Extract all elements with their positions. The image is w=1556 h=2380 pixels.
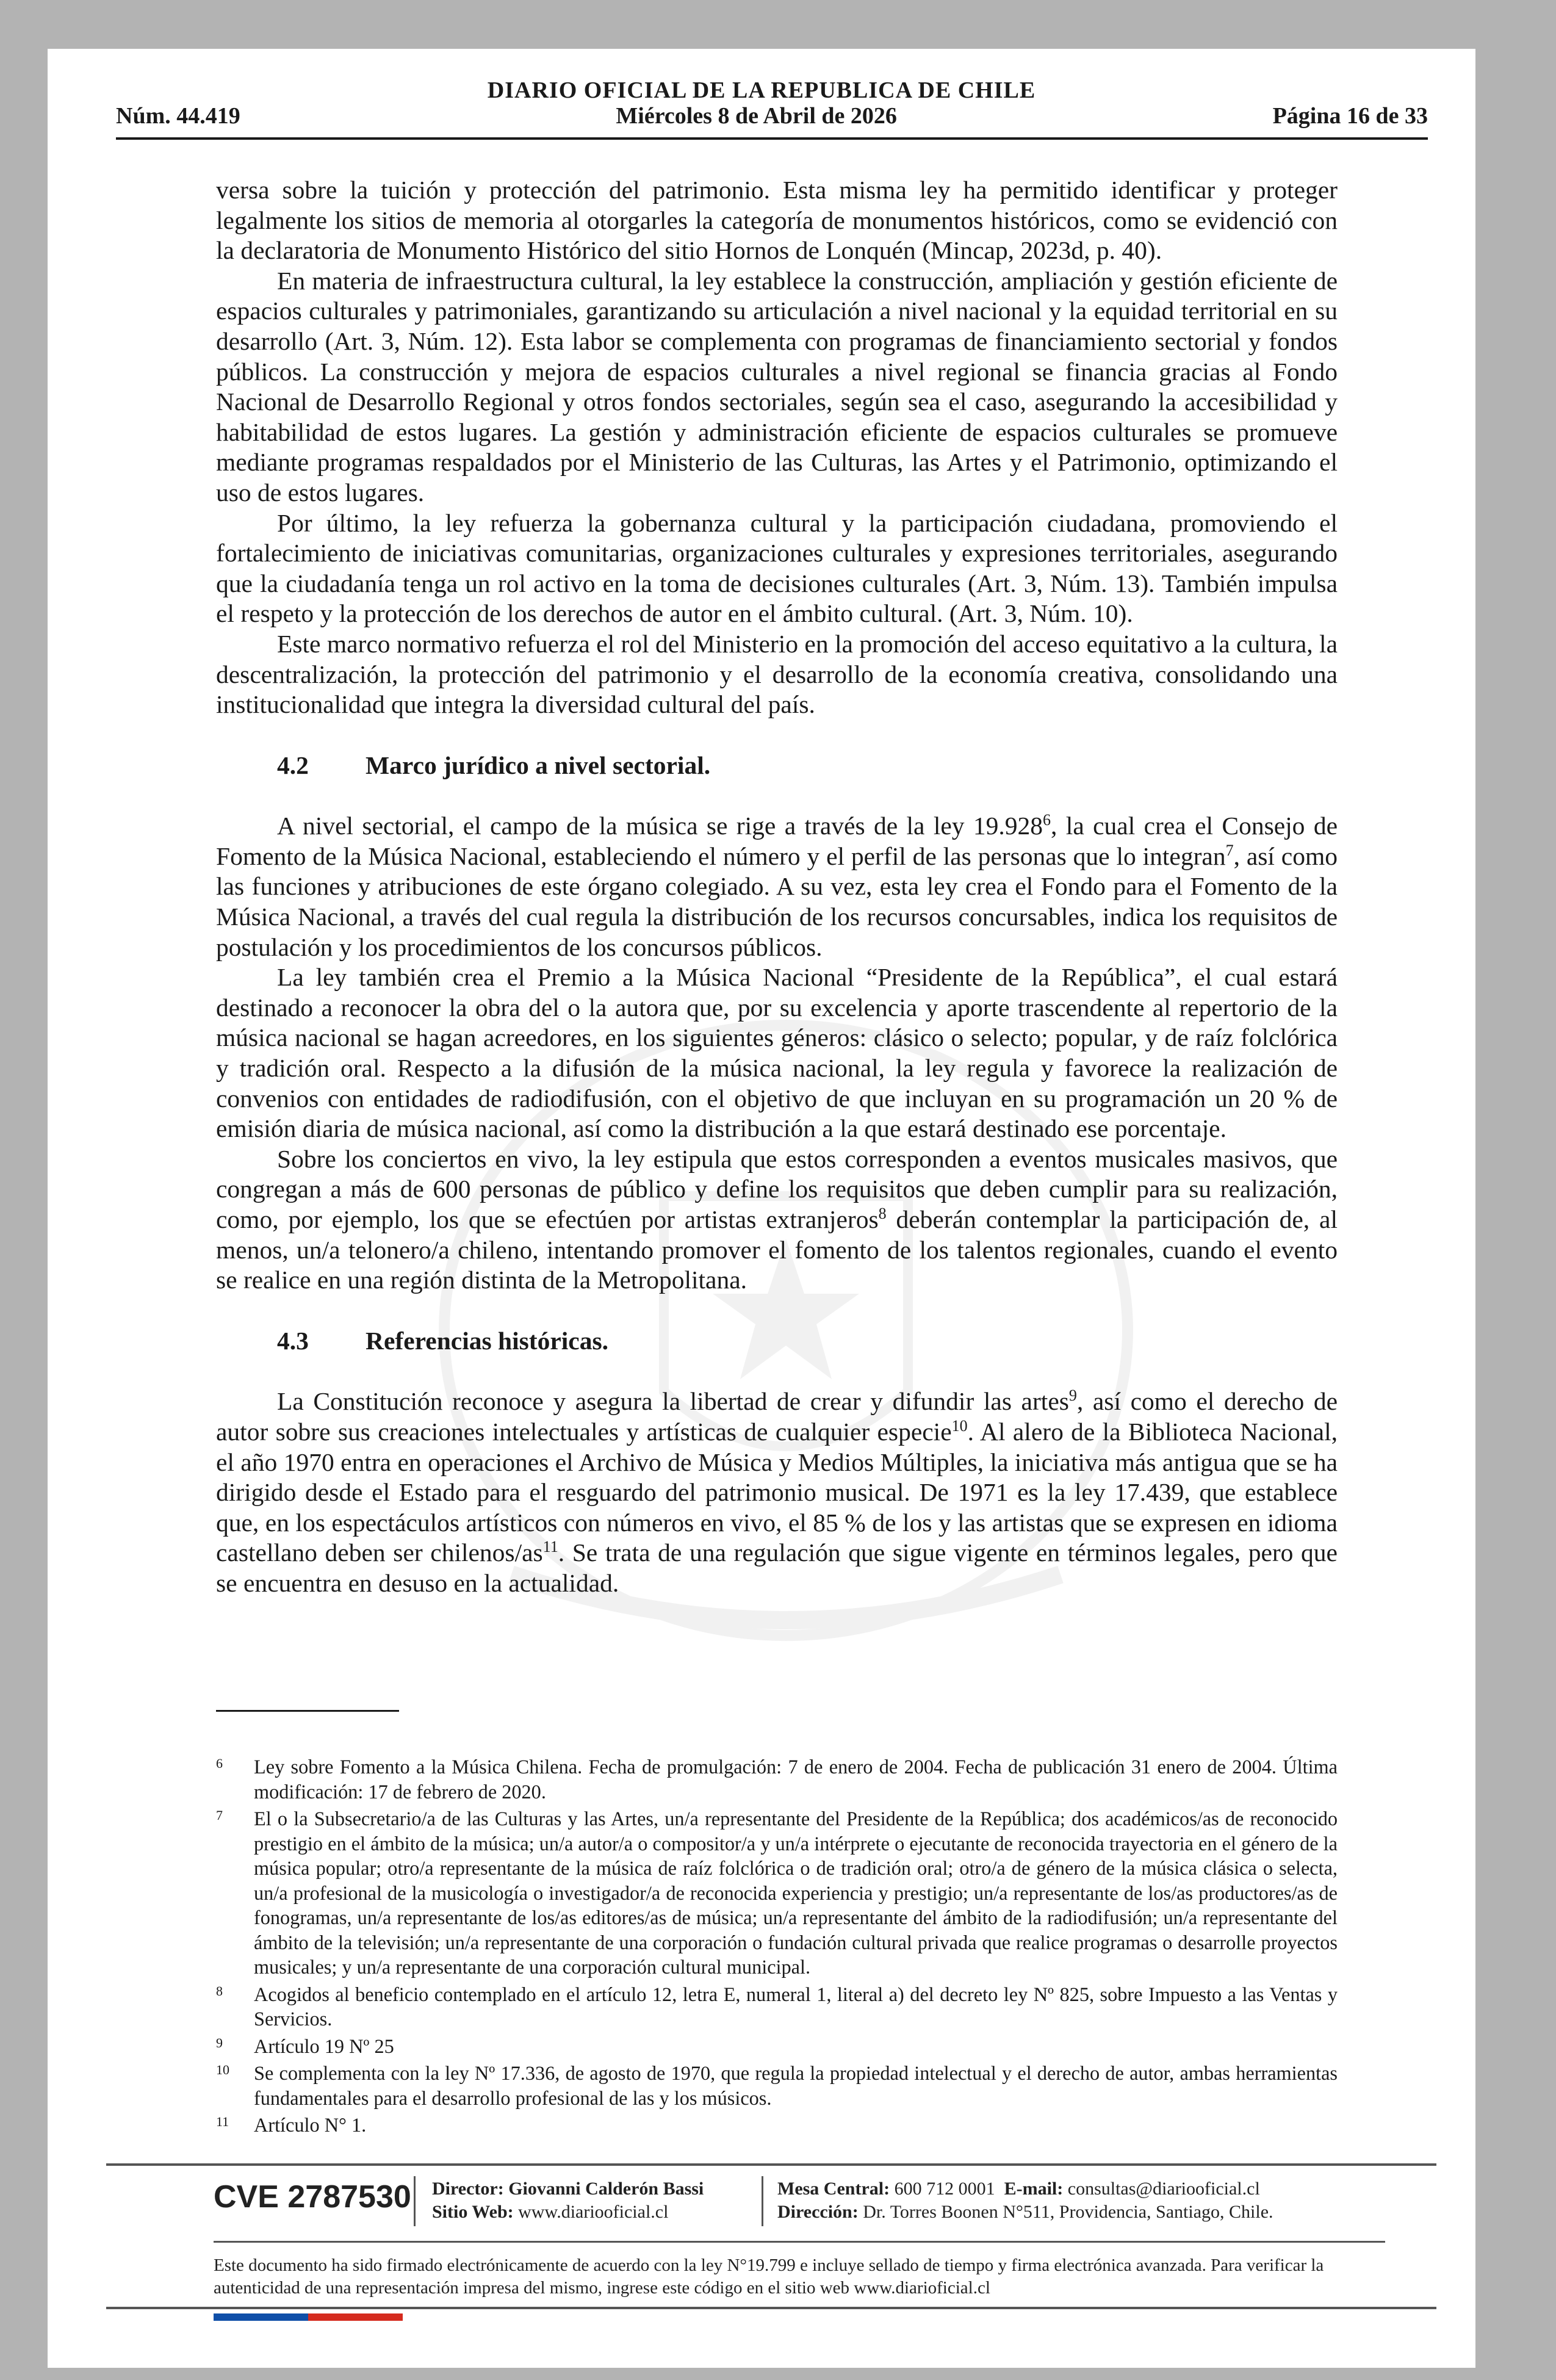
footer-director-block <box>432 2177 704 2224</box>
footnote-ref[interactable]: 11 <box>542 1538 558 1556</box>
email-label: E-mail: <box>1004 2179 1064 2199</box>
footnote-number: 9 <box>216 2035 223 2050</box>
footnote <box>216 1754 1338 1804</box>
footer-divider-middle <box>214 2241 1385 2243</box>
footnote-number: 8 <box>216 1983 223 1999</box>
cve-code: CVE 2787530 <box>214 2179 411 2215</box>
mesa-phone: 600 712 0001 <box>894 2179 995 2199</box>
footnote-ref[interactable]: 8 <box>878 1205 887 1222</box>
paragraph: A nivel sectorial, el campo de la música se rige a través de la ley 19.928$^6$, la cual crea el Consejo de Fomento de la Música Nacional, estableciendo el número y el perfil de las personas que lo integran$^7$, así como las funciones y atribuciones de este órgano colegiado. A su vez, esta ley crea el Fondo para el Fomento de la Música Nacional, a través del cual regula la distribución de los recursos concursables, indica los requisitos de postulación y los procedimientos de los concursos públicos. <box>216 811 1338 961</box>
footnote-text: Acogidos al beneficio contemplado en el artículo 12, letra E, numeral 1, literal a) del decreto ley Nº 825, sobre Impuesto a las Ventas y Servicios. <box>254 1983 1338 2030</box>
paragraph: Este marco normativo refuerza el rol del Ministerio en la promoción del acceso equitativo a la cultura, la descentralización, la protección del patrimonio y el desarrollo de la economía creativa, consolidando una institucionalidad que integra la diversidad cultural del país. <box>216 629 1338 719</box>
footnote-text: Artículo N° 1. <box>254 2114 367 2136</box>
header-divider <box>116 137 1428 140</box>
section-title: Marco jurídico a nivel sectorial. <box>366 751 711 779</box>
footnote <box>216 2034 1338 2059</box>
header-row <box>116 103 1428 129</box>
footnote-number: 11 <box>216 2114 229 2129</box>
footnote-number: 10 <box>216 2062 229 2077</box>
flag-stripe-red <box>308 2313 403 2321</box>
website-label: Sitio Web: <box>432 2202 514 2222</box>
footnote-text: Artículo 19 Nº 25 <box>254 2035 394 2057</box>
section-heading-4-3 <box>216 1326 1338 1357</box>
footnotes <box>216 1754 1338 2140</box>
footer-contact-block <box>777 2177 1273 2224</box>
email-link[interactable]: consultas@diariooficial.cl <box>1067 2179 1260 2199</box>
issue-number: Núm. 44.419 <box>116 103 240 129</box>
section-number: 4.3 <box>277 1326 309 1355</box>
paragraph: La Constitución reconoce y asegura la libertad de crear y difundir las artes$^9$, así como el derecho de autor sobre sus creaciones intelectuales y artísticas de cualquier especie$^{10}$. Al alero de la Biblioteca Nacional, el año 1970 entra en operaciones el Archivo de Música y Medios Múltiples, la iniciativa más antigua que se ha dirigido desde el Estado para el resguardo del patrimonio musical. De 1971 es la ley 17.439, que establece que, en los espectáculos artísticos con números en vivo, el 85 % de los y las artistas que se expresen en idioma castellano deben ser chilenos/$as^{11}$. Se trata de una regulación que sigue vigente en términos legales, pero que se encuentra en desuso en la actualidad. <box>216 1387 1338 1597</box>
footnote-ref[interactable]: 10 <box>951 1416 968 1435</box>
document-page <box>48 49 1475 2368</box>
mesa-label: Mesa Central: <box>777 2179 890 2199</box>
footnote <box>216 2113 1338 2138</box>
footnote-number: 7 <box>216 1808 223 1823</box>
footnote <box>216 2061 1338 2110</box>
section-heading-4-2 <box>216 751 1338 781</box>
footnote-divider <box>216 1710 399 1712</box>
address-value: Dr. Torres Boonen N°511, Providencia, Santiago, Chile. <box>863 2202 1273 2222</box>
paragraph: La ley también crea el Premio a la Música Nacional “Presidente de la República”, el cual estará destinado a reconocer la obra del o la autora que, por su excelencia y aporte trascendente al repertorio de la música nacional se hagan acreedores, en los siguientes géneros: clásico o selecto; popular, y de raíz folclórica y tradición oral. Respecto a la difusión de la música nacional, la ley regula y favorece la realización de convenios con entidades de radiodifusión, con el objetivo de que incluyan en su programación un 20 % de emisión diaria de música nacional, así como la distribución a la que estará destinado ese porcentaje. <box>216 963 1338 1143</box>
paragraph: Sobre los conciertos en vivo, la ley estipula que estos corresponden a eventos musicales masivos, que congregan a más de 600 personas de público y define los requisitos que deben cumplir para su realización, como, por ejemplo, los que se efectúen por artistas extranjeros$^8$ deberán contemplar la participación de, al menos, un/a telonero/a chileno, intentando promover el fomento de los talentos regionales, cuando el evento se realice en una región distinta de la Metropolitana. <box>216 1144 1338 1294</box>
flag-stripe-blue <box>214 2313 308 2321</box>
paragraph: versa sobre la tuición y protección del patrimonio. Esta misma ley ha permitido identificar y proteger legalmente los sitios de memoria al otorgarles la categoría de monumentos históricos, como se evidenció con la declaratoria de Monumento Histórico del sitio Hornos de Lonquén (Mincap, 2023d, p. 40). <box>216 176 1338 265</box>
paragraph: En materia de infraestructura cultural, la ley establece la construcción, ampliación y gestión eficiente de espacios culturales y patrimoniales, garantizando su articulación a nivel nacional y la equidad territorial en su desarrollo (Art. 3, Núm. 12). Esta labor se complementa con programas de financiamiento sectorial y fondos públicos. La construcción y mejora de espacios culturales a nivel regional se financia gracias al Fondo Nacional de Desarrollo Regional y otros fondos sectoriales, según sea el caso, asegurando la accesibilidad y habitabilidad de estos lugares. La gestión y administración eficiente de espacios culturales se promueve mediante programas respaldados por el Ministerio de las Culturas, las Artes y el Patrimonio, optimizando el uso de estos lugares. <box>216 266 1338 507</box>
page-number: Página 16 de 33 <box>1272 103 1428 129</box>
website-link[interactable]: www.diariooficial.cl <box>518 2202 669 2222</box>
footer-separator <box>762 2176 763 2226</box>
footer-separator <box>414 2176 416 2226</box>
article-body <box>216 175 1338 1599</box>
paragraph: Por último, la ley refuerza la gobernanza cultural y la participación ciudadana, promoviendo el fortalecimiento de iniciativas comunitarias, organizaciones culturales y expresiones territoriales, asegurando que la ciudadanía tenga un rol activo en la toma de decisiones culturales (Art. 3, Núm. 13). También impulsa el respeto y la protección de los derechos de autor en el ámbito cultural. (Art. 3, Núm. 10). <box>216 508 1338 628</box>
footnote-text: Se complementa con la ley Nº 17.336, de agosto de 1970, que regula la propiedad intelectual y el derecho de autor, ambas herramientas fundamentales para el desarrollo profesional de las y los músicos. <box>254 2062 1338 2109</box>
footnote-text: El o la Subsecretario/a de las Culturas y las Artes, un/a representante del Presidente de la República; dos académicos/as de reconocido prestigio en el ámbito de la música; un/a autor/a o compositor/a y un/a intérprete o ejecutante de reconocida trayectoria en el género de la música popular; otro/a representante de la música de raíz folclórica o de tradición oral; otro/a de género de la música clásica o selecta, un/a profesional de la musicología o investigador/a de reconocida experiencia y prestigio; un/a representante de los/as productores/as de fonogramas, un/a representante de los/as editores/as de música; un/a representante del ámbito de la radiodifusión; un/a representante del ámbito de la televisión; un/a representante de una corporación o fundación cultural privada que realice programas o desarrolle proyectos musicales; y un/a representante de una corporación cultural municipal. <box>254 1808 1338 1978</box>
electronic-signature-note: Este documento ha sido firmado electrónicamente de acuerdo con la ley N°19.799 e incluye sellado de tiempo y firma electrónica avanzada. Para verificar la autenticidad de una representación impresa del mismo, ingrese este código en el sitio web www.diarioficial.cl <box>214 2256 1324 2298</box>
footnote <box>216 1982 1338 2032</box>
footnote-text: Ley sobre Fomento a la Música Chilena. Fecha de promulgación: 7 de enero de 2004. Fecha de publicación 31 enero de 2004. Última modificación: 17 de febrero de 2020. <box>254 1756 1338 1803</box>
section-number: 4.2 <box>277 751 309 779</box>
footnote-ref[interactable]: 7 <box>1225 841 1234 859</box>
footer-divider-top <box>106 2163 1436 2166</box>
issue-date: Miércoles 8 de Abril de 2026 <box>616 103 897 129</box>
director-name: Giovanni Calderón Bassi <box>508 2179 704 2199</box>
footnote-ref[interactable]: 6 <box>1043 811 1051 829</box>
footnote-number: 6 <box>216 1756 223 1771</box>
footer-divider-bottom <box>106 2307 1436 2309</box>
section-title: Referencias históricas. <box>366 1326 608 1355</box>
footnote-ref[interactable]: 9 <box>1068 1387 1077 1405</box>
address-label: Dirección: <box>777 2202 859 2222</box>
newspaper-title: DIARIO OFICIAL DE LA REPUBLICA DE CHILE <box>487 78 1036 103</box>
footnote <box>216 1806 1338 1980</box>
director-label: Director: <box>432 2179 504 2199</box>
